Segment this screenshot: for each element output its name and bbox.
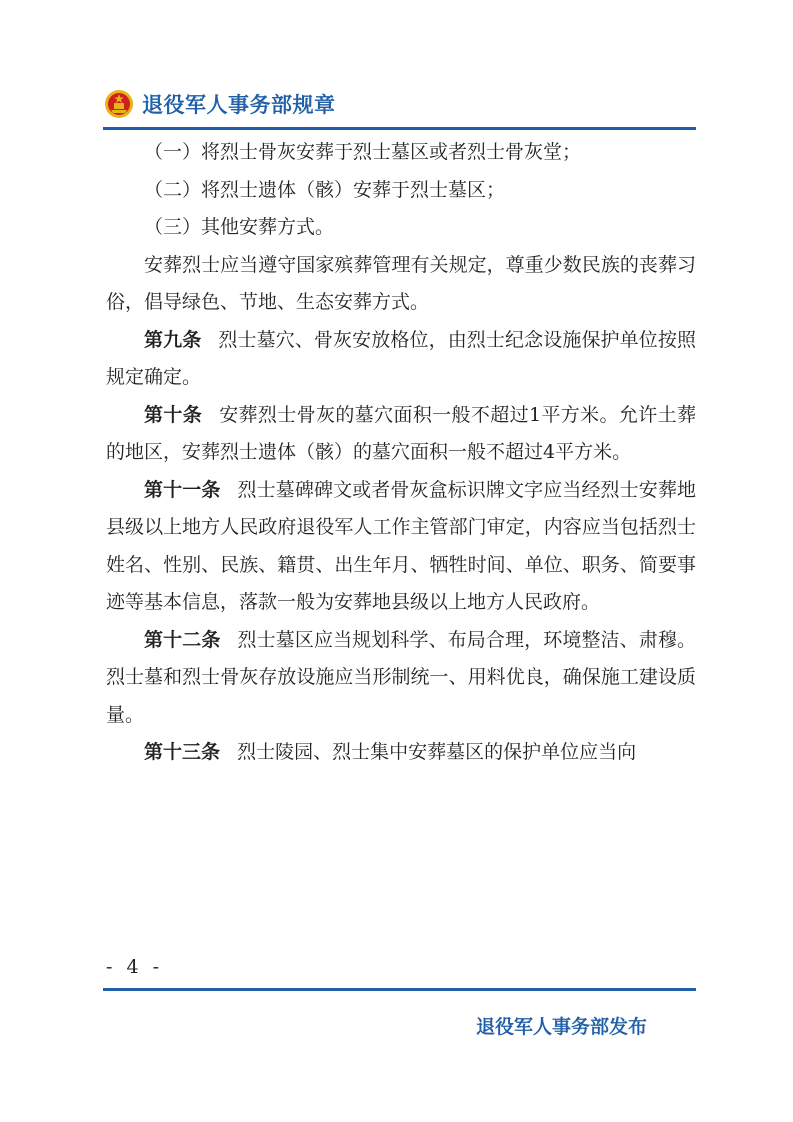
paragraph xyxy=(106,134,696,172)
article-13 xyxy=(106,734,696,772)
page-header xyxy=(104,86,336,122)
paragraph xyxy=(106,172,696,210)
paragraph xyxy=(106,209,696,247)
article-11 xyxy=(106,472,696,622)
paragraph-text: 烈士陵园、烈士集中安葬墓区的保护单位应当向 xyxy=(237,741,637,763)
national-emblem-icon xyxy=(104,89,134,119)
article-10 xyxy=(106,397,696,472)
article-9 xyxy=(106,322,696,397)
paragraph-text: （二）将烈士遗体（骸）安葬于烈士墓区； xyxy=(144,178,506,201)
footer-divider xyxy=(103,988,696,991)
article-number: 第十条 xyxy=(144,403,203,426)
paragraph-text: （一）将烈士骨灰安葬于烈士墓区或者烈士骨灰堂； xyxy=(144,141,582,163)
paragraph xyxy=(106,247,696,322)
document-body xyxy=(106,134,696,772)
article-number: 第九条 xyxy=(144,328,202,351)
header-divider xyxy=(103,127,696,130)
article-number: 第十二条 xyxy=(144,628,221,651)
paragraph-text: （三）其他安葬方式。 xyxy=(144,216,335,238)
header-title: 退役军人事务部规章 xyxy=(142,93,336,117)
paragraph-text: 安葬烈士骨灰的墓穴面积一般不超过1平方米。允许土葬的地区，安葬烈士遗体（骸）的墓穴面积一般不超过4平方米。 xyxy=(106,403,696,463)
paragraph-text: 烈士墓穴、骨灰安放格位，由烈士纪念设施保护单位按照规定确定。 xyxy=(106,328,696,388)
article-12 xyxy=(106,622,696,735)
paragraph-text: 安葬烈士应当遵守国家殡葬管理有关规定，尊重少数民族的丧葬习俗，倡导绿色、节地、生态安葬方式。 xyxy=(106,253,696,313)
paragraph-text: 烈士墓区应当规划科学、布局合理，环境整洁、肃穆。烈士墓和烈士骨灰存放设施应当形制统一、用料优良，确保施工建设质量。 xyxy=(106,628,696,726)
article-number: 第十一条 xyxy=(144,478,221,501)
article-number: 第十三条 xyxy=(144,741,221,763)
footer-publisher: 退役军人事务部发布 xyxy=(476,1016,648,1038)
page-number: - 4 - xyxy=(106,956,164,978)
paragraph-text: 烈士墓碑碑文或者骨灰盒标识牌文字应当经烈士安葬地县级以上地方人民政府退役军人工作主管部门审定，内容应当包括烈士姓名、性别、民族、籍贯、出生年月、牺牲时间、单位、职务、简要事迹等基本信息，落款一般为安葬地县级以上地方人民政府。 xyxy=(106,478,696,613)
